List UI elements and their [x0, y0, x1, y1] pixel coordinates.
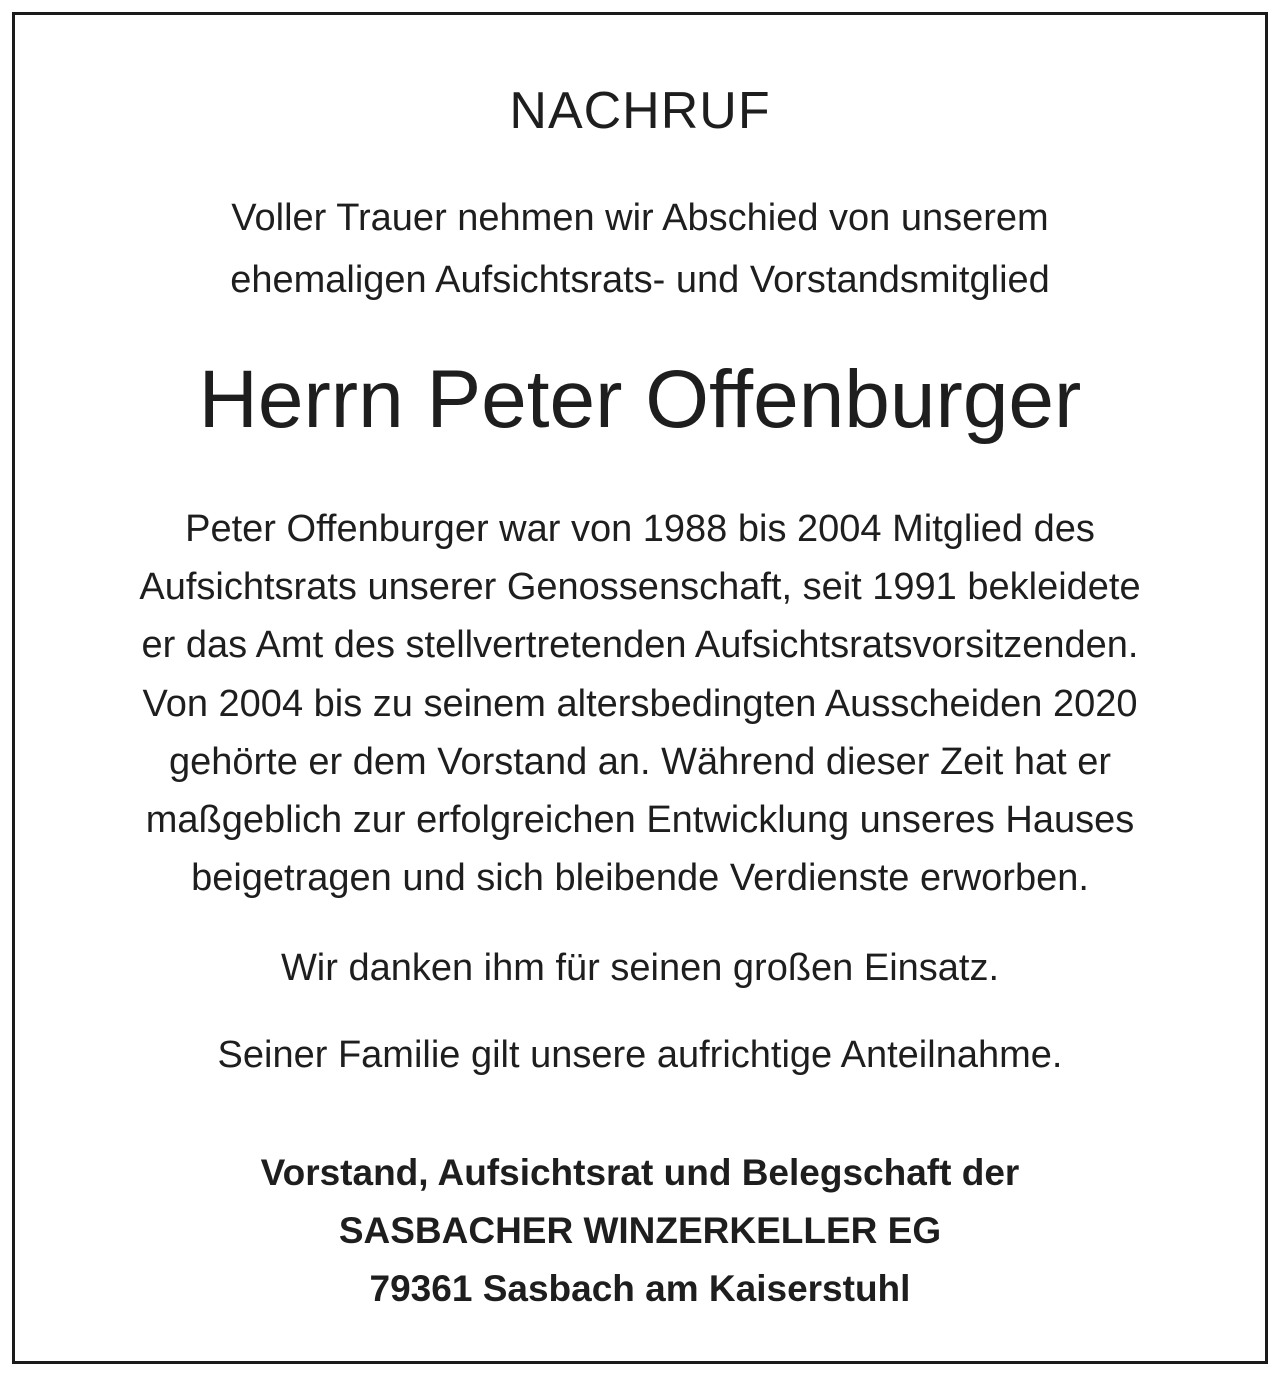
- obituary-notice: [12, 12, 1268, 1364]
- intro-text: [15, 187, 1265, 311]
- signature-block: [15, 1144, 1265, 1318]
- intro-line: ehemaligen Aufsichtsrats- und Vorstandsmitglied: [230, 259, 1050, 301]
- deceased-name: Herrn Peter Offenburger: [198, 354, 1082, 445]
- condolence-text: Seiner Familie gilt unsere aufrichtige Anteilnahme.: [217, 1034, 1063, 1076]
- biography-line: Aufsichtsrats unserer Genossenschaft, seit 1991 bekleidete: [139, 566, 1141, 609]
- notice-title: NACHRUF: [509, 82, 771, 140]
- biography-line: gehörte er dem Vorstand an. Während dieser Zeit hat er: [168, 740, 1112, 783]
- biography-line: maßgeblich zur erfolgreichen Entwicklung unseres Hauses: [145, 799, 1135, 842]
- biography-line: beigetragen und sich bleibende Verdienste erworben.: [191, 857, 1089, 900]
- intro-line: Voller Trauer nehmen wir Abschied von unserem: [231, 197, 1049, 239]
- thanks-text: Wir danken ihm für seinen großen Einsatz.: [280, 947, 1000, 989]
- biography-line: er das Amt des stellvertretenden Aufsichtsratsvorsitzenden.: [141, 624, 1139, 667]
- company-address: 79361 Sasbach am Kaiserstuhl: [369, 1268, 911, 1309]
- biography-text: [15, 500, 1265, 907]
- biography-line: Von 2004 bis zu seinem altersbedingten Ausscheiden 2020: [142, 682, 1138, 725]
- biography-line: Peter Offenburger war von 1988 bis 2004 Mitglied des: [185, 508, 1095, 550]
- signature-line: Vorstand, Aufsichtsrat und Belegschaft der: [260, 1152, 1020, 1193]
- notice-content: [15, 15, 1265, 1361]
- company-name: SASBACHER WINZERKELLER EG: [338, 1210, 942, 1251]
